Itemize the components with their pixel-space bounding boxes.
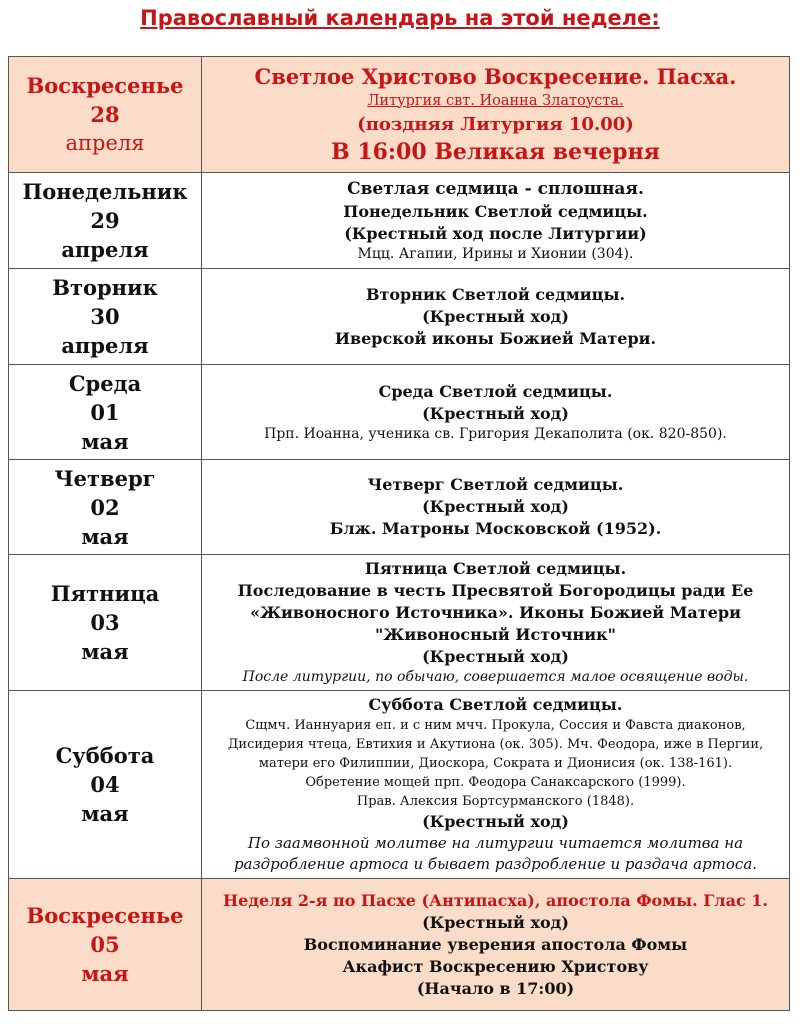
day-cell: [9, 57, 202, 173]
info-line: матери его Филиппии, Диоскора, Сократа и Дионисия (ок. 138-161).: [258, 756, 733, 771]
info-line: Четверг Светлой седмицы.: [367, 475, 624, 494]
info-line: Сщмч. Ианнуария еп. и с ним мчч. Прокула, Соссия и Фавста диаконов,: [245, 718, 746, 733]
day-cell: [9, 555, 202, 691]
liturgy-time: (поздняя Литургия 10.00): [357, 113, 634, 135]
info-line: Прав. Алексия Бортсурманского (1848).: [356, 794, 635, 809]
month-label: апреля: [61, 237, 149, 262]
table-row: [9, 879, 790, 1011]
date-number: 03: [90, 610, 120, 635]
info-line: После литургии, по обычаю, совершается малое освящение воды.: [242, 669, 749, 685]
table-row: [9, 555, 790, 691]
info-cell: [202, 555, 790, 691]
table-row: [9, 57, 790, 173]
page-title: Православный календарь на этой неделе:: [140, 6, 660, 30]
month-label: мая: [81, 801, 129, 826]
info-cell: [202, 269, 790, 365]
day-cell: [9, 365, 202, 460]
feast-title: Светлое Христово Воскресение. Пасха.: [254, 63, 737, 89]
info-line: "Живоносный Источник": [375, 625, 616, 644]
info-line: Блж. Матроны Московской (1952).: [329, 519, 662, 538]
info-line: (Крестный ход): [422, 306, 569, 326]
table-row: [9, 365, 790, 460]
info-line: Среда Светлой седмицы.: [378, 381, 613, 401]
table-row: [9, 691, 790, 879]
info-cell: [202, 365, 790, 460]
info-line: Суббота Светлой седмицы.: [368, 695, 623, 714]
info-line: Последование в честь Пресвятой Богородицы ради Ее: [237, 581, 754, 600]
info-line: (Крестный ход): [422, 812, 569, 831]
day-cell: [9, 173, 202, 269]
info-line: Прп. Иоанна, ученика св. Григория Декаполита (ок. 820-850).: [264, 425, 727, 442]
info-line: Понедельник Светлой седмицы.: [343, 202, 648, 221]
weekday-label: Воскресенье: [26, 903, 184, 928]
info-line: (Крестный ход): [422, 497, 569, 516]
weekday-label: Четверг: [54, 465, 156, 491]
info-cell: [202, 879, 790, 1011]
info-line: раздробление артоса и бывает раздробление и раздача артоса.: [233, 855, 758, 873]
info-line: Мцц. Агапии, Ирины и Хионии (304).: [357, 246, 634, 262]
date-number: 05: [90, 932, 120, 957]
info-line: Акафист Воскресению Христову: [342, 956, 649, 976]
info-line: По заамвонной молитве на литургии читается молитва на: [247, 834, 744, 852]
date-number: 02: [90, 494, 120, 520]
day-cell: [9, 879, 202, 1011]
vespers-time: В 16:00 Великая вечерня: [331, 138, 660, 165]
day-cell: [9, 269, 202, 365]
weekday-label: Пятница: [50, 581, 160, 606]
info-line: «Живоносного Источника». Иконы Божией Матери: [250, 603, 741, 622]
date-number: 28: [90, 102, 120, 127]
info-line: (Крестный ход): [422, 912, 569, 932]
table-row: [9, 173, 790, 269]
month-label: мая: [81, 639, 129, 664]
date-number: 30: [90, 304, 120, 329]
calendar-table: [8, 56, 790, 1011]
info-line: (Крестный ход после Литургии): [344, 224, 647, 243]
month-label: апреля: [65, 131, 145, 155]
info-line: Иверской иконы Божией Матери.: [334, 328, 657, 348]
info-cell: [202, 57, 790, 173]
info-line: Воспоминание уверения апостола Фомы: [303, 934, 688, 954]
table-row: [9, 269, 790, 365]
info-line: Дисидерия чтеца, Евтихия и Акутиона (ок. 305). Мч. Феодора, иже в Пергии,: [227, 737, 764, 752]
weekday-label: Вторник: [52, 275, 158, 300]
info-cell: [202, 691, 790, 879]
date-number: 01: [90, 399, 120, 425]
info-line: Обретение мощей прп. Феодора Санаксарского (1999).: [305, 775, 686, 790]
liturgy-note: Литургия свт. Иоанна Златоуста.: [367, 92, 624, 109]
info-line: (Начало в 17:00): [416, 978, 575, 998]
info-line: Пятница Светлой седмицы.: [364, 559, 627, 578]
weekday-label: Суббота: [55, 743, 155, 768]
month-label: апреля: [61, 333, 149, 358]
info-line: (Крестный ход): [422, 403, 569, 423]
date-number: 04: [90, 772, 120, 797]
month-label: мая: [81, 961, 129, 986]
date-number: 29: [90, 208, 120, 233]
weekday-label: Понедельник: [22, 179, 188, 204]
table-row: [9, 460, 790, 555]
info-line: Неделя 2-я по Пасхе (Антипасха), апостола Фомы. Глас 1.: [223, 890, 768, 910]
weekday-label: Воскресенье: [26, 73, 184, 98]
day-cell: [9, 460, 202, 555]
info-line: (Крестный ход): [422, 647, 569, 666]
day-cell: [9, 691, 202, 879]
month-label: мая: [81, 523, 129, 549]
weekday-label: Среда: [68, 370, 142, 396]
info-cell: [202, 460, 790, 555]
info-line: Вторник Светлой седмицы.: [365, 284, 626, 304]
info-line: Светлая седмица - сплошная.: [347, 179, 644, 199]
month-label: мая: [81, 428, 129, 454]
info-cell: [202, 173, 790, 269]
